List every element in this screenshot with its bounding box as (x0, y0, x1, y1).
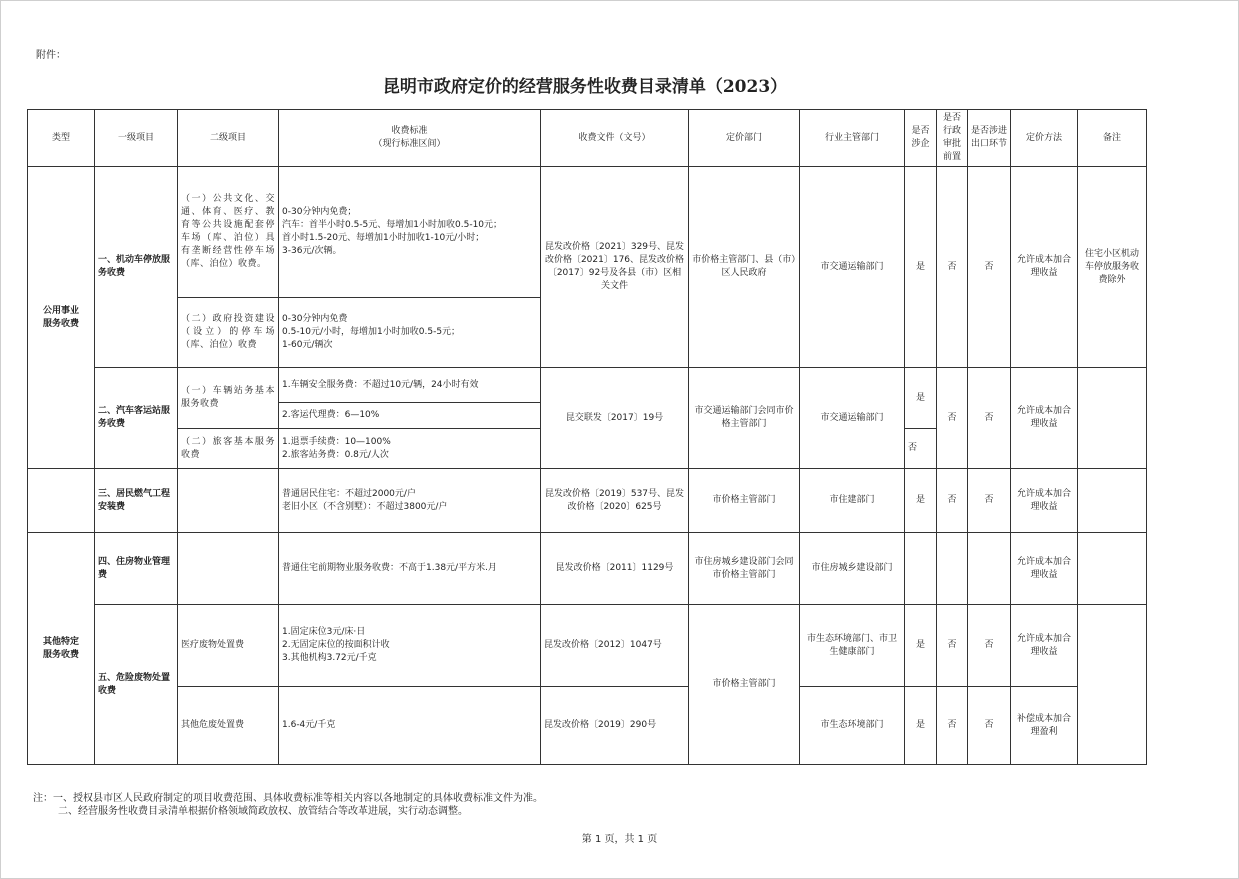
bus-standard-b: 1.退票手续费：10—100% 2.旅客站务费：0.8元/人次 (279, 429, 541, 469)
property-industry-dept: 市住房城乡建设部门 (800, 533, 905, 605)
parking-enterprise: 是 (905, 167, 937, 368)
property-approval (937, 533, 968, 605)
property-method: 允许成本加合理收益 (1011, 533, 1078, 605)
property-level1: 四、住房物业管理费 (95, 533, 178, 605)
notes (33, 792, 543, 818)
gas-level1: 三、居民燃气工程安装费 (95, 469, 178, 533)
col-header-level1: 一级项目 (95, 110, 178, 167)
parking-standard-a: 0-30分钟内免费； 汽车：首半小时0.5-5元、每增加1小时加收0.5-10元； 首小时1.5-20元、每增加1小时加收1-10元/小时； 3-36元/次辆。 (279, 167, 541, 298)
parking-remark: 住宅小区机动车停放服务收费除外 (1078, 167, 1147, 368)
bus-document: 昆交联发〔2017〕19号 (541, 368, 689, 469)
col-header-pricing-dept: 定价部门 (689, 110, 800, 167)
gas-standard: 普通居民住宅：不超过2000元/户 老旧小区（不含别墅）：不超过3800元/户 (279, 469, 541, 533)
category-public-tail (28, 469, 95, 533)
bus-pricing-dept: 市交通运输部门会同市价格主管部门 (689, 368, 800, 469)
col-header-type: 类型 (28, 110, 95, 167)
table-row (28, 687, 1147, 765)
table-row (28, 533, 1147, 605)
table-row (28, 469, 1147, 533)
waste-export-a: 否 (968, 605, 1011, 687)
bus-level2-b: （二）旅客基本服务收费 (178, 429, 279, 469)
waste-method-a: 允许成本加合理收益 (1011, 605, 1078, 687)
col-header-industry-dept: 行业主管部门 (800, 110, 905, 167)
property-remark (1078, 533, 1147, 605)
waste-approval-a: 否 (937, 605, 968, 687)
waste-level1: 五、危险废物处置收费 (95, 605, 178, 765)
gas-level2 (178, 469, 279, 533)
gas-enterprise: 是 (905, 469, 937, 533)
waste-document-b: 昆发改价格〔2019〕290号 (541, 687, 689, 765)
bus-standard-a1: 1.车辆安全服务费：不超过10元/辆，24小时有效 (279, 368, 541, 403)
property-level2 (178, 533, 279, 605)
note-line-1: 注：一、授权县市区人民政府制定的项目收费范围、具体收费标准等相关内容以各地制定的具体收费标准文件为准。 (33, 793, 543, 804)
page-title: 昆明市政府定价的经营服务性收费目录清单（2023） (382, 77, 788, 97)
col-header-remark: 备注 (1078, 110, 1147, 167)
parking-level2-b: （二）政府投资建设（设立）的停车场（库、泊位）收费 (178, 298, 279, 368)
bus-export: 否 (968, 368, 1011, 469)
property-document: 昆发改价格〔2011〕1129号 (541, 533, 689, 605)
bus-enterprise-b: 否 (905, 429, 937, 469)
gas-export: 否 (968, 469, 1011, 533)
waste-export-b: 否 (968, 687, 1011, 765)
parking-approval: 否 (937, 167, 968, 368)
col-header-export: 是否涉进出口环节 (968, 110, 1011, 167)
parking-export: 否 (968, 167, 1011, 368)
waste-remark (1078, 605, 1147, 765)
parking-document: 昆发改价格〔2021〕329号、昆发改价格〔2021〕176、昆发改价格〔2017〕92号及各县（市）区相关文件 (541, 167, 689, 368)
col-header-level2: 二级项目 (178, 110, 279, 167)
bus-standard-a2: 2.客运代理费：6—10% (279, 403, 541, 429)
gas-industry-dept: 市住建部门 (800, 469, 905, 533)
waste-standard-a: 1.固定床位3元/床·日 2.无固定床位的按面积计收 3.其他机构3.72元/千克 (279, 605, 541, 687)
waste-document-a: 昆发改价格〔2012〕1047号 (541, 605, 689, 687)
col-header-approval: 是否行政审批前置 (937, 110, 968, 167)
property-standard: 普通住宅前期物业服务收费：不高于1.38元/平方米.月 (279, 533, 541, 605)
col-header-standard: 收费标准 （现行标准区间） (279, 110, 541, 167)
gas-remark (1078, 469, 1147, 533)
waste-level2-a: 医疗废物处置费 (178, 605, 279, 687)
page-number: 第 1 页，共 1 页 (581, 834, 658, 845)
waste-enterprise-a: 是 (905, 605, 937, 687)
waste-level2-b: 其他危废处置费 (178, 687, 279, 765)
waste-industry-dept-b: 市生态环境部门 (800, 687, 905, 765)
waste-pricing-dept: 市价格主管部门 (689, 605, 800, 765)
waste-enterprise-b: 是 (905, 687, 937, 765)
bus-industry-dept: 市交通运输部门 (800, 368, 905, 469)
parking-pricing-dept: 市价格主管部门、县（市）区人民政府 (689, 167, 800, 368)
property-export (968, 533, 1011, 605)
parking-industry-dept: 市交通运输部门 (800, 167, 905, 368)
col-header-document: 收费文件（文号） (541, 110, 689, 167)
col-header-method: 定价方法 (1011, 110, 1078, 167)
property-pricing-dept: 市住房城乡建设部门会同市价格主管部门 (689, 533, 800, 605)
parking-level2-a: （一）公共文化、交通、体育、医疗、教育等公共设施配套停车场（库、泊位）具有垄断经营性停车场（库、泊位）收费。 (178, 167, 279, 298)
bus-method: 允许成本加合理收益 (1011, 368, 1078, 469)
bus-level1: 二、汽车客运站服务收费 (95, 368, 178, 469)
gas-method: 允许成本加合理收益 (1011, 469, 1078, 533)
table-row (28, 167, 1147, 298)
parking-standard-b: 0-30分钟内免费 0.5-10元/小时，每增加1小时加收0.5-5元； 1-60元/辆次 (279, 298, 541, 368)
category-other: 其他特定 服务收费 (28, 533, 95, 765)
bus-level2-a: （一）车辆站务基本服务收费 (178, 368, 279, 429)
col-header-enterprise: 是否涉企 (905, 110, 937, 167)
gas-approval: 否 (937, 469, 968, 533)
gas-pricing-dept: 市价格主管部门 (689, 469, 800, 533)
waste-approval-b: 否 (937, 687, 968, 765)
note-line-2: 二、经营服务性收费目录清单根据价格领域简政放权、放管结合等改革进展，实行动态调整。 (58, 806, 468, 817)
waste-industry-dept-a: 市生态环境部门、市卫生健康部门 (800, 605, 905, 687)
parking-method: 允许成本加合理收益 (1011, 167, 1078, 368)
bus-remark (1078, 368, 1147, 469)
table-row (28, 368, 1147, 403)
waste-standard-b: 1.6-4元/千克 (279, 687, 541, 765)
waste-method-b: 补偿成本加合理盈利 (1011, 687, 1078, 765)
category-public: 公用事业 服务收费 (28, 167, 95, 469)
table-header-row (28, 110, 1147, 167)
attachment-label: 附件： (36, 50, 66, 61)
table-row (28, 605, 1147, 687)
bus-enterprise-a: 是 (905, 368, 937, 429)
bus-approval: 否 (937, 368, 968, 469)
parking-level1: 一、机动车停放服务收费 (95, 167, 178, 368)
property-enterprise (905, 533, 937, 605)
gas-document: 昆发改价格〔2019〕537号、昆发改价格〔2020〕625号 (541, 469, 689, 533)
fee-table (27, 109, 1147, 765)
